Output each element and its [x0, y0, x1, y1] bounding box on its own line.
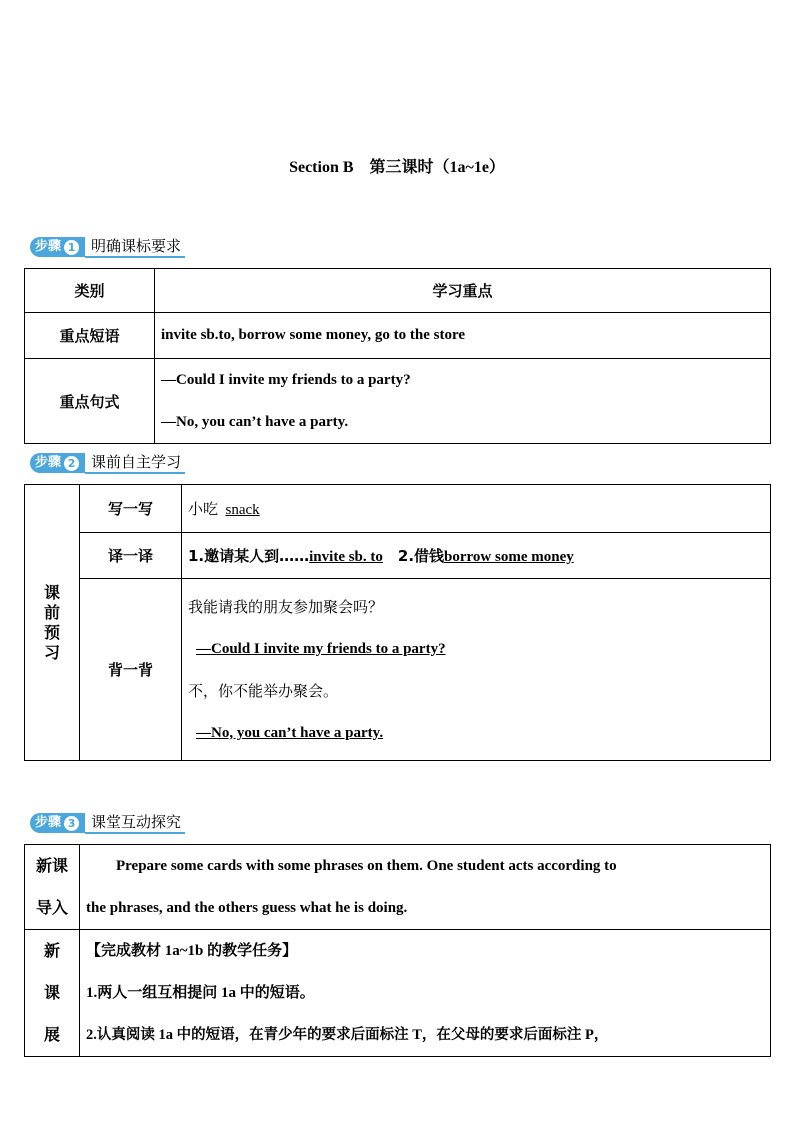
- recite-question-1: 我能请我的朋友参加聚会吗？: [188, 597, 384, 616]
- step3-banner: [30, 812, 185, 834]
- phrases-content: invite sb.to, borrow some money, go to the store: [155, 313, 771, 359]
- step3-number: 3: [64, 816, 79, 831]
- intro-side-2: 导入: [35, 898, 68, 917]
- step3-table: [24, 844, 771, 1057]
- step1-row-sentences: [25, 359, 771, 444]
- newlesson-side-label: [25, 930, 80, 1057]
- step2-badge: [30, 453, 85, 473]
- step1-banner: [30, 236, 185, 258]
- translate-answer-2: borrow some money: [444, 549, 574, 565]
- step2-label: 课前自主学习: [85, 452, 185, 474]
- step1-table: [24, 268, 771, 444]
- sentence-line-1: —Could I invite my friends to a party?: [161, 372, 411, 388]
- intro-line-1: Prepare some cards with some phrases on them. One student acts according to: [116, 858, 617, 874]
- step2-row-write: [25, 485, 771, 533]
- step2-row-recite: [25, 579, 771, 761]
- step3-badge-text: 步骤: [35, 815, 62, 830]
- header-focus: 学习重点: [155, 269, 771, 313]
- step3-row-intro: [25, 845, 771, 930]
- step3-badge: [30, 813, 85, 833]
- category-sentences: 重点句式: [25, 359, 155, 444]
- newlesson-side-3: 展: [43, 1025, 60, 1044]
- category-phrases: 重点短语: [25, 313, 155, 359]
- preview-side-label: [25, 485, 80, 761]
- write-content: [182, 485, 771, 533]
- intro-side-1: 新课: [35, 856, 68, 875]
- intro-line-2: the phrases, and the others guess what he is doing.: [86, 900, 408, 916]
- step3-row-newlesson: [25, 930, 771, 1057]
- newlesson-line-3: 2.认真阅读 1a 中的短语，在青少年的要求后面标注 T，在父母的要求后面标注 P，: [86, 1027, 609, 1043]
- step2-badge-text: 步骤: [35, 455, 62, 470]
- recite-answer-1: —Could I invite my friends to a party?: [196, 640, 446, 657]
- step2-row-translate: [25, 533, 771, 579]
- sentences-content: [155, 359, 771, 444]
- step2-table: [24, 484, 771, 761]
- newlesson-side-2: 课: [43, 983, 60, 1002]
- recite-content: [182, 579, 771, 761]
- step1-number: 1: [64, 240, 79, 255]
- recite-answer-2: —No, you can’t have a party.: [196, 724, 384, 741]
- side-char-4: 习: [43, 642, 60, 662]
- newlesson-line-1: 【完成教材 1a~1b 的教学任务】: [86, 943, 298, 959]
- step2-number: 2: [64, 456, 79, 471]
- side-char-1: 课: [43, 582, 60, 602]
- step2-banner: [30, 452, 185, 474]
- recite-question-2: 不，你不能举办聚会。: [188, 681, 339, 700]
- write-label: 写一写: [80, 485, 182, 533]
- intro-side-label: [25, 845, 80, 930]
- page-title: Section B 第三课时（1a~1e）: [289, 159, 505, 176]
- side-char-3: 预: [43, 622, 60, 642]
- translate-answer-1: invite sb. to: [309, 549, 383, 565]
- step3-label: 课堂互动探究: [85, 812, 185, 834]
- newlesson-line-2: 1.两人一组互相提问 1a 中的短语。: [86, 985, 315, 1001]
- recite-label: 背一背: [80, 579, 182, 761]
- step1-label: 明确课标要求: [85, 236, 185, 258]
- sentence-line-2: —No, you can’t have a party.: [161, 414, 349, 430]
- side-char-2: 前: [43, 602, 60, 622]
- step1-badge: [30, 237, 85, 257]
- step1-header-row: [25, 269, 771, 313]
- translate-prompt-1: 1.邀请某人到……: [188, 547, 310, 565]
- header-category: 类别: [25, 269, 155, 313]
- newlesson-side-1: 新: [43, 941, 60, 960]
- translate-label: 译一译: [80, 533, 182, 579]
- write-prefix: 小吃: [188, 500, 219, 518]
- translate-content: [182, 533, 771, 579]
- step1-row-phrases: [25, 313, 771, 359]
- intro-content: [80, 845, 771, 930]
- step1-badge-text: 步骤: [35, 239, 62, 254]
- translate-prompt-2: 2.借钱: [397, 547, 445, 565]
- write-answer: snack: [225, 502, 260, 518]
- newlesson-content: [80, 930, 771, 1057]
